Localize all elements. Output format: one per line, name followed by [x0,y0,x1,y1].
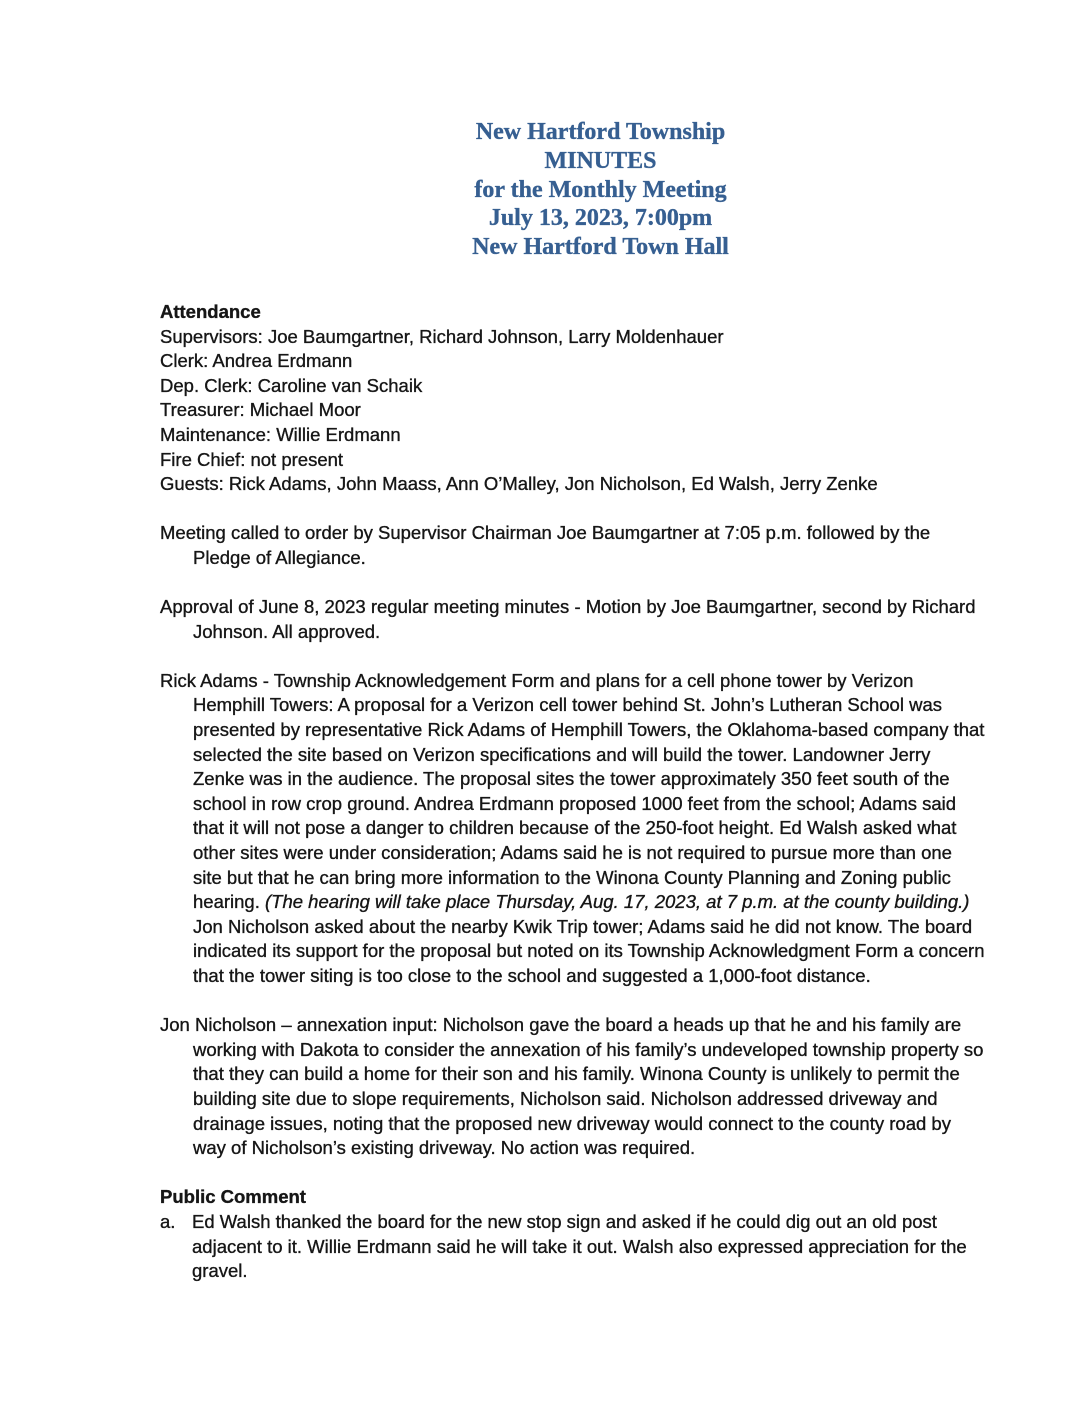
attendance-treasurer: Treasurer: Michael Moor [160,399,361,421]
attendance-clerk: Clerk: Andrea Erdmann [160,350,353,372]
attendance-dep-clerk: Dep. Clerk: Caroline van Schaik [160,374,423,396]
document-title-block [188,118,1013,262]
attendance-section [160,300,985,497]
public-comment-heading: Public Comment [160,1186,306,1208]
paragraph-jon-nicholson-annexation: Jon Nicholson – annexation input: Nicholson gave the board a heads up that he and his family are working with Dakota to consider the annexation of his family’s undeveloped township property so that they can build a home for their son and his family. Winona County is unlikely to permit the building site due to slope requirements, Nicholson said. Nicholson addressed driveway and drainage issues, noting that the proposed new driveway would connect to the county road by way of Nicholson’s existing driveway. No action was required. [160,1014,984,1159]
attendance-fire-chief: Fire Chief: not present [160,448,344,470]
list-item-text: Ed Walsh thanked the board for the new stop sign and asked if he could dig out an old post adjacent to it. Willie Erdmann said he will take it out. Walsh also expressed appreciation for the gravel. [192,1210,967,1282]
title-line-location: New Hartford Town Hall [472,234,729,261]
paragraph-called-to-order: Meeting called to order by Supervisor Chairman Joe Baumgartner at 7:05 p.m. followed by the Pledge of Allegiance. [160,522,931,568]
public-comment-item-a [160,1210,985,1284]
rick-adams-hearing-note-italic: (The hearing will take place Thursday, Aug. 17, 2023, at 7 p.m. at the county building.) [265,891,970,913]
rick-adams-text-tail: Jon Nicholson asked about the nearby Kwik Trip tower; Adams said he did not know. The board indicated its support for the proposal but noted on its Township Acknowledgment Form a concern that the tower siting is too close to the school and suggested a 1,000-foot distance. [193,915,985,987]
title-line-org: New Hartford Township [475,119,726,145]
attendance-guests: Guests: Rick Adams, John Maass, Ann O’Malley, Jon Nicholson, Ed Walsh, Jerry Zenke [160,473,878,495]
title-line-meeting-type: for the Monthly Meeting [474,176,727,203]
rick-adams-text-lead: Rick Adams - Township Acknowledgement Form and plans for a cell phone tower by Verizon Hemphill Towers: A proposal for a Verizon cell tower behind St. John’s Lutheran School was presented by representative Rick Adams of Hemphill Towers, the Oklahoma-based company that selected the site based on Verizon specifications and will build the tower. Landowner Jerry Zenke was in the audience. The proposal sites the tower approximately 350 feet south of the school in row crop ground. Andrea Erdmann proposed 1000 feet from the school; Adams said that it will not pose a danger to children because of the 250-foot height. Ed Walsh asked what other sites were under consideration; Adams said he is not required to pursue more than one site but that he can bring more information to the Winona County Planning and Zoning public hearing. [160,669,985,913]
title-line-datetime: July 13, 2023, 7:00pm [488,205,713,232]
attendance-heading: Attendance [160,300,261,322]
public-comment-section [160,1185,985,1283]
attendance-supervisors: Supervisors: Joe Baumgartner, Richard Johnson, Larry Moldenhauer [160,325,724,347]
list-marker: a. [160,1210,176,1232]
paragraph-approval-of-minutes: Approval of June 8, 2023 regular meeting minutes - Motion by Joe Baumgartner, second by Richard Johnson. All approved. [160,596,976,642]
paragraph-rick-adams-cell-tower [160,669,985,989]
attendance-maintenance: Maintenance: Willie Erdmann [160,423,401,445]
title-line-minutes: MINUTES [544,147,657,174]
